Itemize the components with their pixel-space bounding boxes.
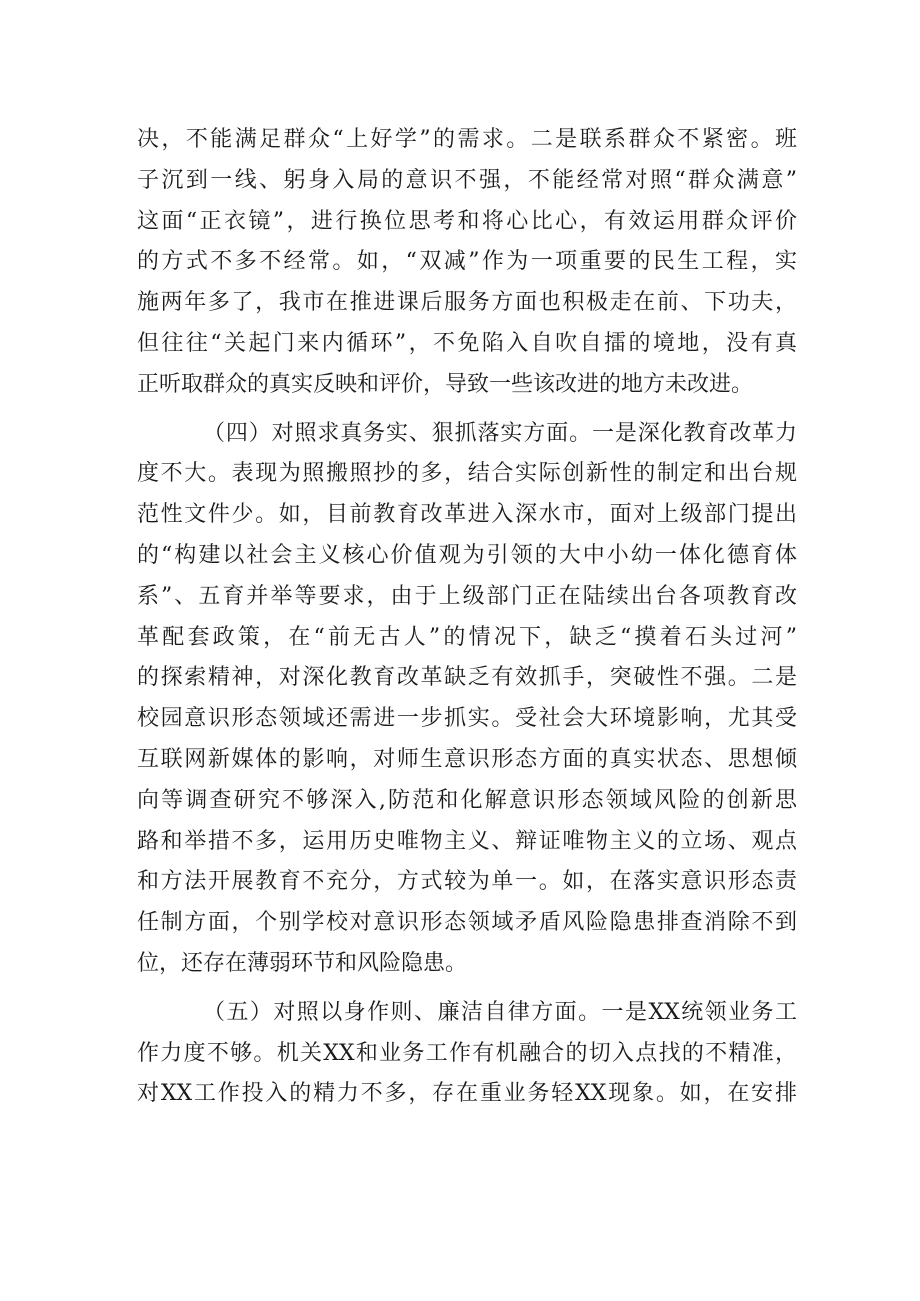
text-line: 的“构建以社会主义核心价值观为引领的大中小幼一体化德育体: [137, 542, 797, 568]
text-line: 但往往“关起门来内循环”，不免陷入自吹自擂的境地，没有真: [137, 330, 797, 356]
paragraph-section-4: [137, 414, 797, 985]
text-line: 位，还存在薄弱环节和风险隐患。: [137, 950, 468, 976]
text-line: 正听取群众的真实反映和评价，导致一些该改进的地方未改进。: [137, 371, 754, 397]
text-line: （四）对照求真务实、狠抓落实方面。一是深化教育改革力: [203, 420, 797, 446]
text-line: 对XX工作投入的精力不多，存在重业务轻XX现象。如，在安排: [137, 1081, 797, 1107]
paragraph-section-5: [137, 993, 797, 1115]
paragraph-gap: [137, 985, 797, 993]
text-line: 系”、五育并举等要求，由于上级部门正在陆续出台各项教育改: [137, 583, 797, 609]
paragraph-gap: [137, 406, 797, 414]
text-line: 向等调查研究不够深入,防范和化解意识形态领域风险的创新思: [137, 787, 797, 813]
text-line: 子沉到一线、躬身入局的意识不强，不能经常对照“群众满意”: [137, 167, 797, 193]
text-line: 互联网新媒体的影响，对师生意识形态方面的真实状态、思想倾: [137, 746, 797, 772]
document-body: [137, 120, 797, 1115]
paragraph-continued: [137, 120, 797, 406]
text-line: 的方式不多不经常。如，“双减”作为一项重要的民生工程，实: [137, 249, 797, 275]
text-line: 路和举措不多，运用历史唯物主义、辩证唯物主义的立场、观点: [137, 828, 797, 854]
text-line: 这面“正衣镜”，进行换位思考和将心比心，有效运用群众评价: [137, 208, 797, 234]
text-line: 作力度不够。机关XX和业务工作有机融合的切入点找的不精准，: [137, 1040, 797, 1066]
text-line: 和方法开展教育不充分，方式较为单一。如，在落实意识形态责: [137, 869, 797, 895]
text-line: 施两年多了，我市在推进课后服务方面也积极走在前、下功夫，: [137, 290, 797, 316]
text-line: 的探索精神，对深化教育改革缺乏有效抓手，突破性不强。二是: [137, 665, 797, 691]
text-line: 革配套政策，在“前无古人”的情况下，缺乏“摸着石头过河”: [137, 624, 797, 650]
text-line: 校园意识形态领域还需进一步抓实。受社会大环境影响，尤其受: [137, 706, 797, 732]
text-line: 任制方面，个别学校对意识形态领域矛盾风险隐患排查消除不到: [137, 910, 797, 936]
text-line: （五）对照以身作则、廉洁自律方面。一是XX统领业务工: [203, 999, 797, 1025]
text-line: 度不大。表现为照搬照抄的多，结合实际创新性的制定和出台规: [137, 461, 797, 487]
text-line: 决，不能满足群众“上好学”的需求。二是联系群众不紧密。班: [137, 127, 797, 152]
text-line: 范性文件少。如，目前教育改革进入深水市，面对上级部门提出: [137, 502, 797, 528]
